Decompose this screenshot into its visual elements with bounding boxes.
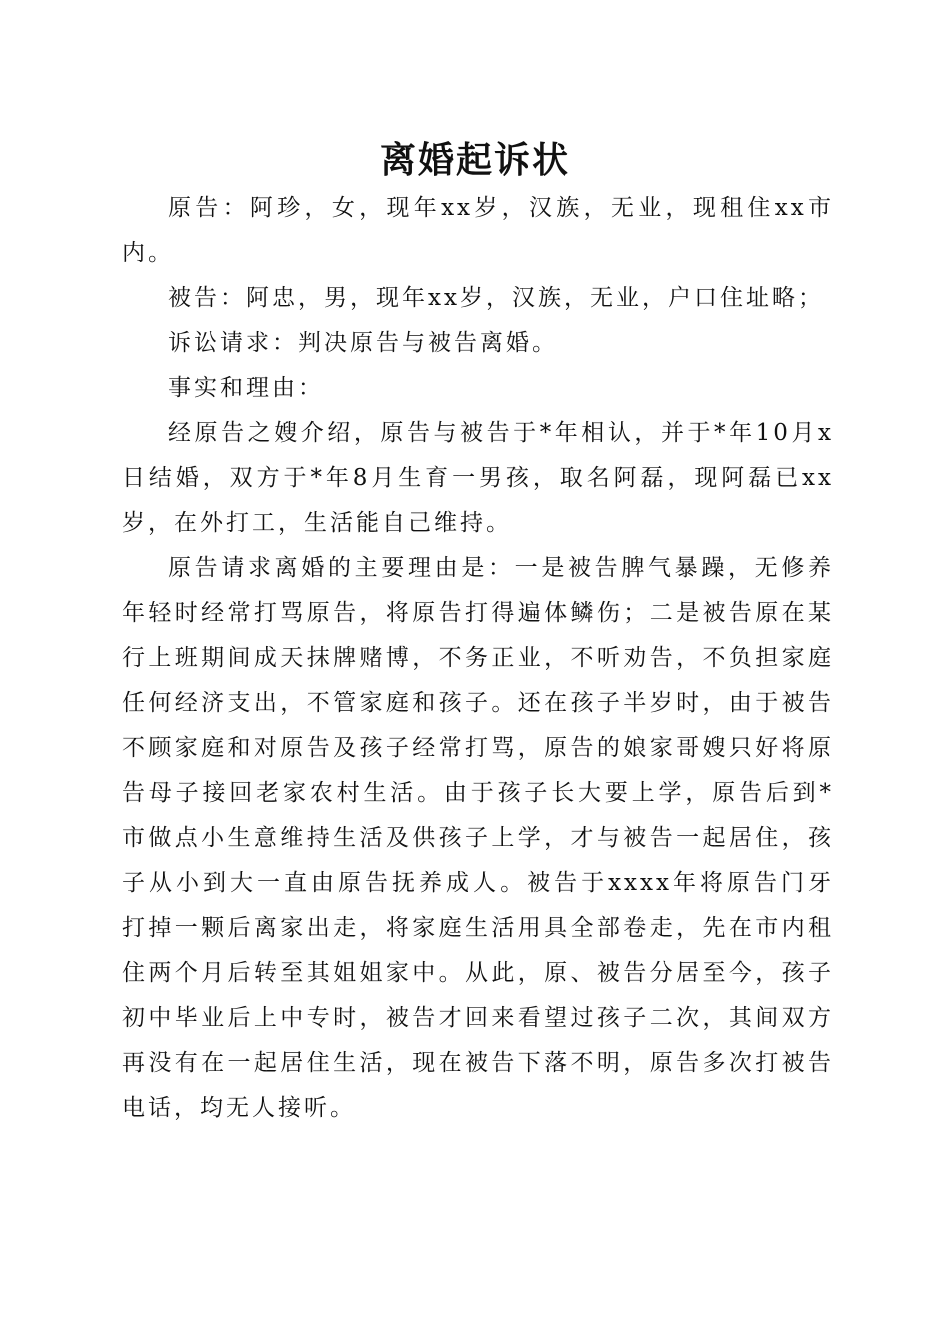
claim-paragraph: 诉讼请求：判决原告与被告离婚。: [168, 330, 558, 356]
document-title: 离婚起诉状: [379, 139, 570, 181]
document-body: [122, 186, 834, 1131]
facts-paragraph: 经原告之嫂介绍，原告与被告于*年相认，并于*年10月x日结婚，双方于*年8月生育一男孩，取名阿磊，现阿磊已xx岁，在外打工，生活能自己维持。: [122, 420, 834, 536]
facts-heading: 事实和理由：: [168, 375, 324, 401]
reasons-paragraph: 原告请求离婚的主要理由是：一是被告脾气暴躁，无修养年轻时经常打骂原告，将原告打得遍体鳞伤；二是被告原在某行上班期间成天抹牌赌博，不务正业，不听劝告，不负担家庭任何经济支出，不管家庭和孩子。还在孩子半岁时，由于被告不顾家庭和对原告及孩子经常打骂，原告的娘家哥嫂只好将原告母子接回老家农村生活。由于孩子长大要上学，原告后到*市做点小生意维持生活及供孩子上学，才与被告一起居住，孩子从小到大一直由原告抚养成人。被告于xxxx年将原告门牙打掉一颗后离家出走，将家庭生活用具全部卷走，先在市内租住两个月后转至其姐姐家中。从此，原、被告分居至今，孩子初中毕业后上中专时，被告才回来看望过孩子二次，其间双方再没有在一起居住生活，现在被告下落不明，原告多次打被告电话，均无人接听。: [122, 555, 834, 1121]
plaintiff-paragraph: 原告：阿珍，女，现年xx岁，汉族，无业，现租住xx市内。: [122, 195, 834, 266]
defendant-paragraph: 被告：阿忠，男，现年xx岁，汉族，无业，户口住址略；: [168, 285, 824, 311]
